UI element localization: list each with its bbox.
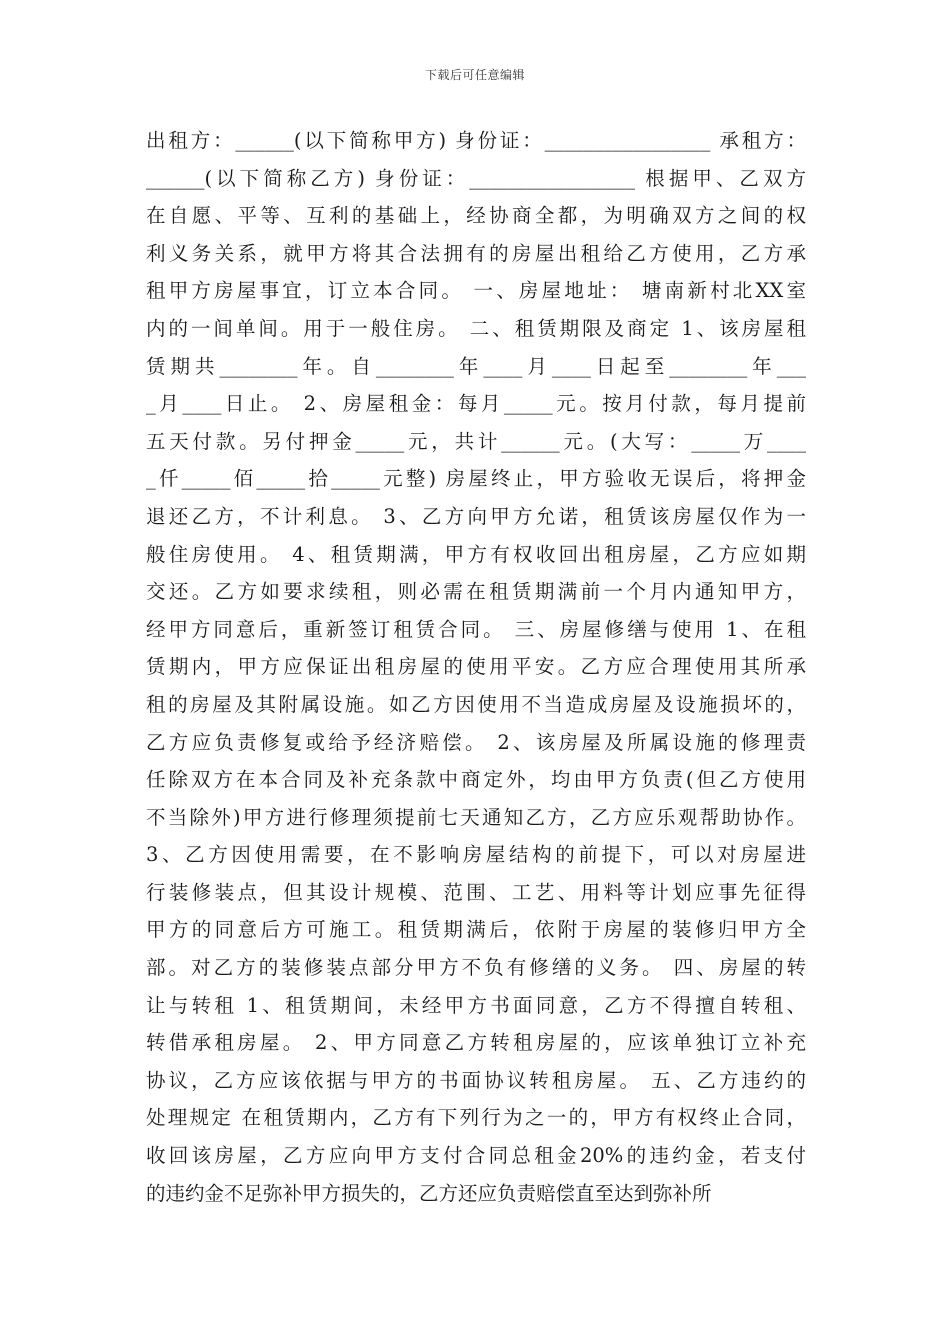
- text-line: _月____日止。 2、房屋租金：每月_____元。按月付款，每月提前: [146, 392, 806, 416]
- contract-body: [146, 122, 806, 1212]
- text-line: 内的一间单间。用于一般住房。 二、租赁期限及商定 1、该房屋租: [146, 316, 806, 340]
- text-line: 利义务关系，就甲方将其合法拥有的房屋出租给乙方使用，乙方承: [146, 241, 806, 265]
- text-line: 乙方应负责修复或给予经济赔偿。 2、该房屋及所属设施的修理责: [146, 730, 806, 754]
- text-line: 行装修装点，但其设计规模、范围、工艺、用料等计划应事先征得: [146, 880, 806, 904]
- text-line: _仟_____佰_____拾_____元整) 房屋终止，甲方验收无误后，将押金: [146, 467, 806, 491]
- text-line: 收回该房屋，乙方应向甲方支付合同总租金20%的违约金，若支付: [146, 1144, 806, 1168]
- text-line: 五天付款。另付押金_____元，共计______元。(大写：_____万____: [146, 429, 806, 453]
- text-line: 租甲方房屋事宜，订立本合同。 一、房屋地址： 塘南新村北XX室: [146, 279, 806, 303]
- text-line: 经甲方同意后，重新签订租赁合同。 三、房屋修缮与使用 1、在租: [146, 617, 806, 641]
- page-header: 下载后可任意编辑: [424, 68, 525, 82]
- text-line: 出租方：______(以下简称甲方) 身份证：_________________ 承租方：: [146, 129, 806, 152]
- text-line: 甲方的同意后方可施工。租赁期满后，依附于房屋的装修归甲方全: [146, 918, 806, 942]
- text-line: 部。对乙方的装修装点部分甲方不负有修缮的义务。 四、房屋的转: [146, 956, 806, 980]
- text-line: 般住房使用。 4、租赁期满，甲方有权收回出租房屋，乙方应如期: [146, 542, 806, 566]
- text-line: 租的房屋及其附属设施。如乙方因使用不当造成房屋及设施损坏的，: [146, 692, 806, 716]
- text-line: 转借承租房屋。 2、甲方同意乙方转租房屋的，应该单独订立补充: [146, 1031, 806, 1055]
- text-line: 赁期内，甲方应保证出租房屋的使用平安。乙方应合理使用其所承: [146, 655, 806, 679]
- text-line: 任除双方在本合同及补充条款中商定外，均由甲方负责(但乙方使用: [146, 768, 806, 792]
- text-line: 在自愿、平等、互利的基础上，经协商全都，为明确双方之间的权: [146, 204, 806, 228]
- text-line: 让与转租 1、租赁期间，未经甲方书面同意，乙方不得擅自转租、: [146, 993, 806, 1017]
- text-line: 处理规定 在租赁期内，乙方有下列行为之一的，甲方有权终止合同，: [146, 1106, 806, 1130]
- text-line: 退还乙方，不计利息。 3、乙方向甲方允诺，租赁该房屋仅作为一: [146, 504, 806, 528]
- text-line: 交还。乙方如要求续租，则必需在租赁期满前一个月内通知甲方，: [146, 580, 806, 604]
- text-line: 协议，乙方应该依据与甲方的书面协议转租房屋。 五、乙方违约的: [146, 1068, 806, 1092]
- text-line: 3、乙方因使用需要，在不影响房屋结构的前提下，可以对房屋进: [146, 843, 806, 867]
- text-line: ______(以下简称乙方) 身份证：_________________ 根据甲、乙双方: [146, 166, 806, 190]
- text-line: 赁期共________年。自________年____月____日起至________年___: [146, 354, 806, 378]
- text-line: 不当除外)甲方进行修理须提前七天通知乙方，乙方应乐观帮助协作。: [146, 805, 806, 829]
- text-line: 的违约金不足弥补甲方损失的，乙方还应负责赔偿直至达到弥补所: [146, 1181, 712, 1205]
